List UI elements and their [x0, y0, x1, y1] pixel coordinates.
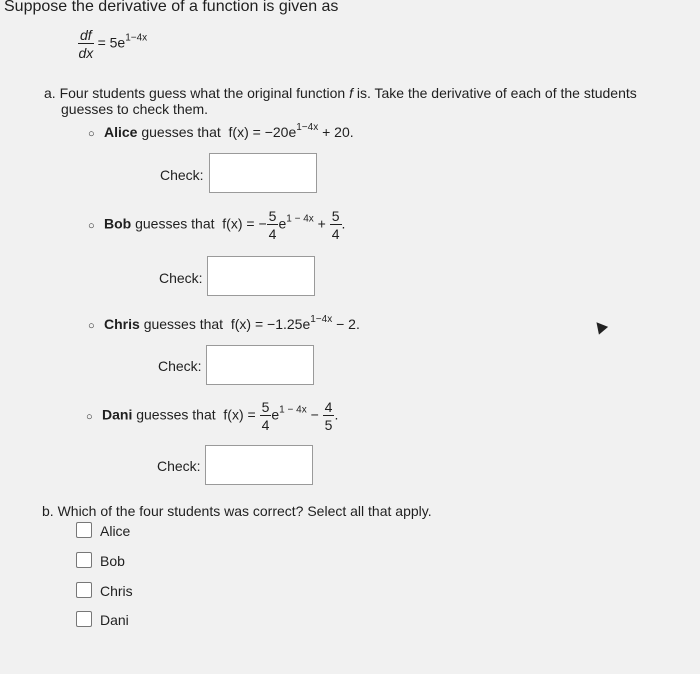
derivative-rhs: = 5e	[97, 34, 126, 51]
part-b-question: b. Which of the four students was correct? Select all that apply.	[42, 503, 432, 519]
mouse-cursor-icon	[592, 318, 608, 334]
bullet-icon: ○	[86, 410, 93, 423]
student-guess-alice: ○ Alice guesses that $f(x) = -20e^{1-4x} + 20$.	[88, 122, 354, 140]
answer-input-chris[interactable]	[206, 345, 314, 385]
checkbox-chris[interactable]	[76, 582, 92, 598]
bullet-icon: ○	[88, 219, 95, 232]
check-label-chris: Check:	[158, 358, 202, 374]
checkbox-dani[interactable]	[76, 611, 92, 627]
answer-input-alice[interactable]	[209, 153, 317, 193]
part-a-line2: guesses to check them.	[61, 101, 209, 117]
bullet-icon: ○	[88, 320, 95, 332]
derivative-equation	[78, 28, 147, 60]
part-a-line1: a. Four students guess what the original function f is. Take the derivative of each of the students	[44, 85, 637, 101]
option-chris[interactable]: Chris	[76, 582, 133, 599]
student-guess-dani: ○ Dani guesses that f(x) = $\frac{5}{4}$ $e^{1 - 4x}$ − $\frac{4}{5}$ .	[86, 399, 339, 433]
answer-input-dani[interactable]	[205, 445, 313, 485]
checkbox-alice[interactable]	[76, 522, 92, 538]
check-label-alice: Check:	[160, 167, 204, 183]
student-guess-bob: ○ Bob guesses that f(x) = − $\frac{5}{4}$ $e^{1 - 4x}$ + $\frac{5}{4}$ .	[88, 208, 346, 242]
check-label-dani: Check:	[157, 458, 201, 474]
option-alice[interactable]: Alice	[76, 522, 130, 539]
bullet-icon: ○	[88, 128, 95, 140]
derivative-fraction: $\frac{df}{dx}$	[78, 27, 94, 61]
problem-intro: Suppose the derivative of a function is given as	[4, 0, 339, 15]
check-label-bob: Check:	[159, 270, 203, 286]
checkbox-bob[interactable]	[76, 552, 92, 568]
student-guess-chris: ○ Chris guesses that $f(x) = -1.25e^{1-4x} - 2$.	[88, 314, 360, 332]
option-bob[interactable]: Bob	[76, 552, 125, 569]
option-dani[interactable]: Dani	[76, 611, 129, 628]
answer-input-bob[interactable]	[207, 256, 315, 296]
derivative-exponent: 1−4x	[125, 32, 148, 44]
